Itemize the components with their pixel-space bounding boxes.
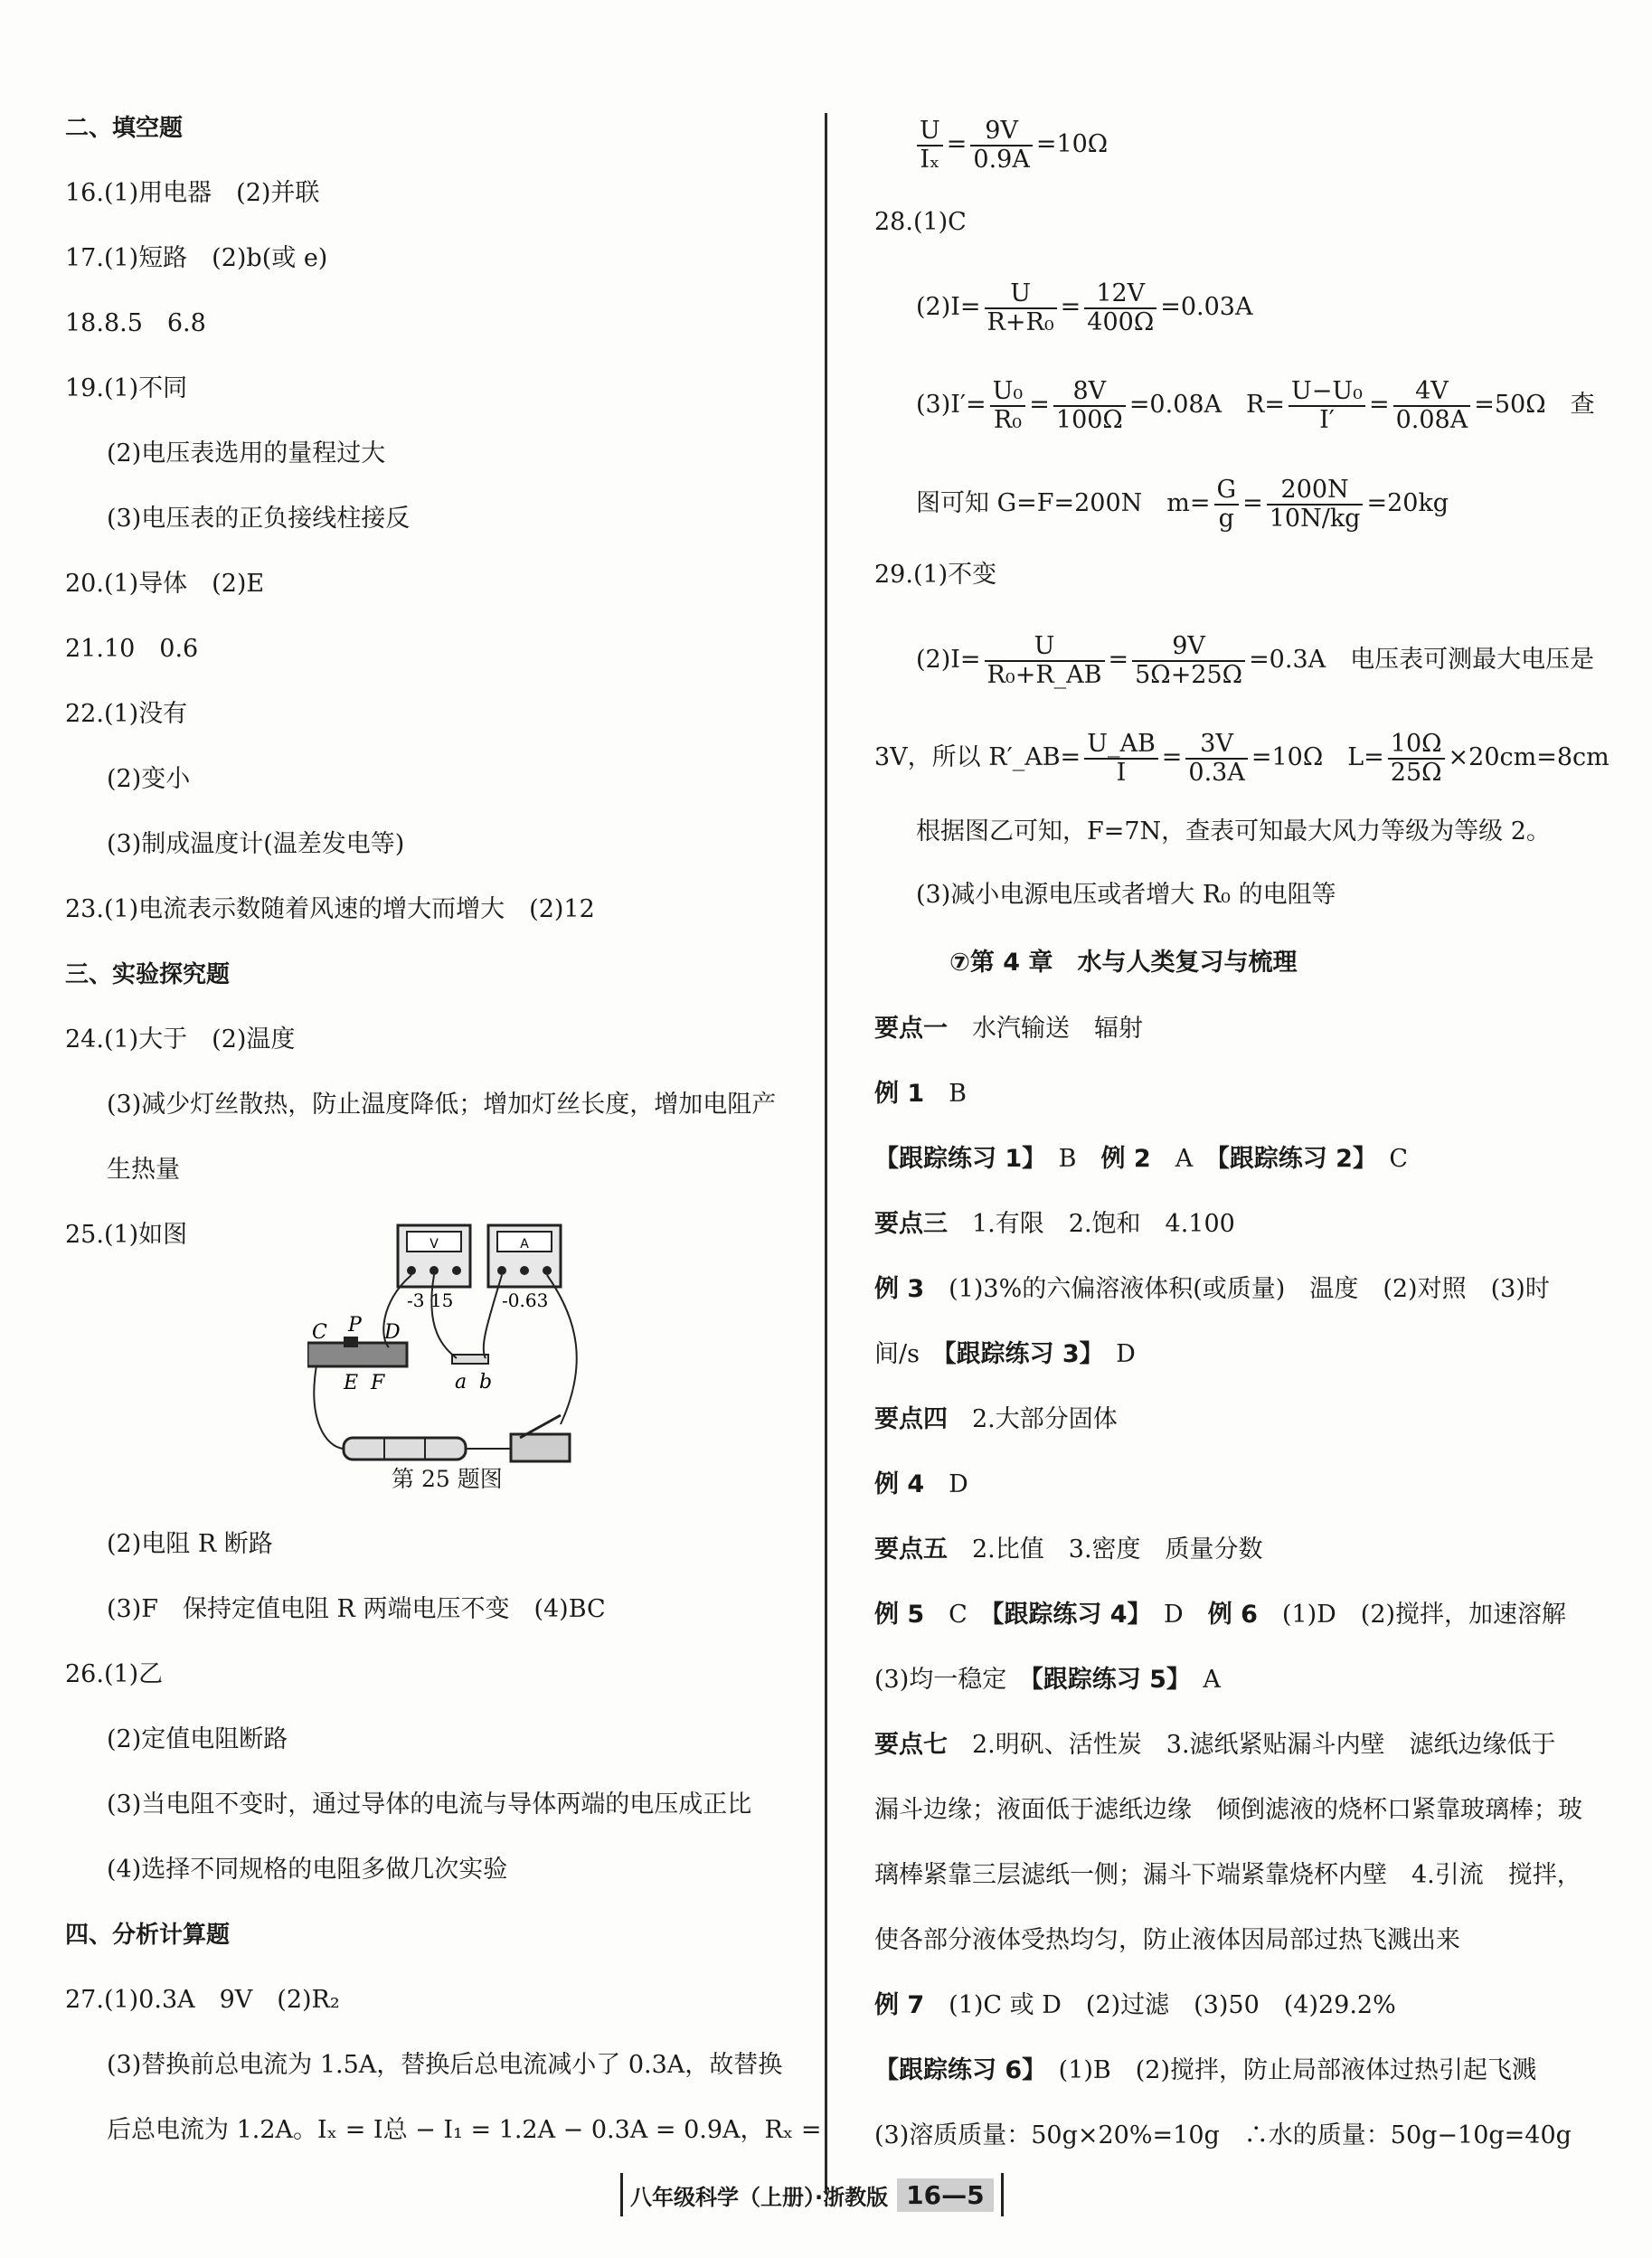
- answer-19-2: (2)电压表选用的量程过大: [107, 439, 386, 468]
- answer-26-4: (4)选择不同规格的电阻多做几次实验: [107, 1856, 508, 1884]
- point-1: 要点一 水汽输送 辐射: [874, 1015, 1143, 1043]
- answer-29-2: (2)I= $\frac{U}{\text{R₀+R\_AB}}$ = $\frac{9V}{5\Omega+25\Omega}$ =0.3A 电压表可测最大电压是: [916, 632, 1595, 689]
- point-7-cont-2: 璃棒紧靠三层滤纸一侧；漏斗下端紧靠烧杯内壁 4.引流 搅拌，: [874, 1861, 1581, 1889]
- switch: [511, 1434, 570, 1461]
- answer-26-3: (3)当电阻不变时，通过导体的电流与导体两端的电压成正比: [107, 1790, 752, 1819]
- chapter-title: ⑦第 4 章 水与人类复习与梳理: [949, 949, 1298, 977]
- label-a: a: [455, 1371, 467, 1394]
- example-5-6: 例 5 C 【跟踪练习 4】 D 例 6 (1)D (2)搅拌，加速溶解: [874, 1601, 1567, 1629]
- book-title: 八年级科学（上册）·浙教版: [630, 2184, 889, 2210]
- answer-24-3: (3)减少灯丝散热，防止温度降低；增加灯丝长度，增加电阻产: [107, 1091, 777, 1119]
- resistor: [452, 1355, 488, 1364]
- answer-26: 26.(1)乙: [65, 1660, 164, 1688]
- label-d: D: [384, 1321, 401, 1344]
- answer-28-3: (3)I′= $\frac{\text{U₀}}{\text{R₀}}$ = $\frac{8V}{100\Omega}$ =0.08A R= $\frac{\text{U−U₀}}{I'}$ = $\frac{4V}{0.08A}$ =50Ω 查: [916, 377, 1595, 434]
- answer-22-3: (3)制成温度计(温差发电等): [107, 830, 405, 858]
- answer-21: 21.10 0.6: [65, 635, 199, 663]
- answer-16: 16.(1)用电器 (2)并联: [65, 179, 320, 207]
- answer-28: 28.(1)C: [874, 208, 967, 236]
- answer-23: 23.(1)电流表示数随着风速的增大而增大 (2)12: [65, 895, 595, 923]
- ammeter-label: A: [520, 1237, 529, 1252]
- example-3-cont: 间/s 【跟踪练习 3】 D: [874, 1340, 1136, 1368]
- voltmeter-scale: -3 15: [407, 1290, 454, 1311]
- answer-17: 17.(1)短路 (2)b(或 e): [65, 244, 328, 272]
- answer-18: 18.8.5 6.8: [65, 309, 206, 337]
- battery: [344, 1438, 466, 1460]
- practice-1-2: 【跟踪练习 1】 B 例 2 A 【跟踪练习 2】 C: [874, 1145, 1409, 1173]
- column-divider: [825, 113, 827, 2193]
- answer-25: 25.(1)如图: [65, 1221, 188, 1249]
- answer-19-3: (3)电压表的正负接线柱接反: [107, 505, 411, 533]
- voltmeter-label: V: [430, 1237, 439, 1252]
- label-b: b: [479, 1371, 493, 1394]
- example-7: 例 7 (1)C 或 D (2)过滤 (3)50 (4)29.2%: [874, 1991, 1396, 2019]
- answer-22: 22.(1)没有: [65, 700, 188, 728]
- answer-20: 20.(1)导体 (2)E: [65, 570, 265, 598]
- answer-24: 24.(1)大于 (2)温度: [65, 1025, 296, 1053]
- example-6-cont: (3)均一稳定 【跟踪练习 5】 A: [874, 1666, 1221, 1694]
- answer-28-3-cont: 图可知 G=F=200N m= $\frac{G}{g}$ = $\frac{200N}{10N/kg}$ =20kg: [916, 476, 1449, 533]
- circuit-figure: [307, 1221, 606, 1492]
- label-f: F: [371, 1372, 385, 1394]
- point-7: 要点七 2.明矾、活性炭 3.滤纸紧贴漏斗内壁 滤纸边缘低于: [874, 1731, 1556, 1759]
- answer-29-2-cont: 3V，所以 R′_AB= $\frac{U\_AB}{I}$ = $\frac{3V}{0.3A}$ =10Ω L= $\frac{10\Omega}{25\Omega}$ ×20cm=8cm: [874, 730, 1610, 787]
- example-1: 例 1 B: [874, 1080, 968, 1108]
- section-heading-experiment: 三、实验探究题: [65, 961, 231, 988]
- point-5: 要点五 2.比值 3.密度 质量分数: [874, 1535, 1263, 1564]
- answer-27: 27.(1)0.3A 9V (2)R₂: [65, 1986, 340, 2014]
- practice-6-cont: (3)溶质质量：50g×20%=10g ∴水的质量：50g−10g=40g: [874, 2121, 1572, 2149]
- page-footer: [620, 2173, 1004, 2216]
- point-7-cont-3: 使各部分液体受热均匀，防止液体因局部过热飞溅出来: [874, 1926, 1460, 1954]
- answer-25-3: (3)F 保持定值电阻 R 两端电压不变 (4)BC: [107, 1595, 606, 1623]
- answer-25-2: (2)电阻 R 断路: [107, 1530, 273, 1558]
- point-7-cont-1: 漏斗边缘；液面低于滤纸边缘 倾倒滤液的烧杯口紧靠玻璃棒；玻: [874, 1796, 1582, 1824]
- answer-28-2: (2)I= $\frac{U}{\text{R+R₀}}$ = $\frac{12V}{400\Omega}$ =0.03A: [916, 279, 1253, 336]
- example-3: 例 3 (1)3%的六偏溶液体积(或质量) 温度 (2)对照 (3)时: [874, 1275, 1550, 1303]
- practice-6: 【跟踪练习 6】 (1)B (2)搅拌，防止局部液体过热引起飞溅: [874, 2056, 1537, 2084]
- example-4: 例 4 D: [874, 1470, 968, 1498]
- section-heading-fill-in: 二、填空题: [65, 115, 184, 142]
- answer-29-3: (3)减小电源电压或者增大 R₀ 的电阻等: [916, 881, 1336, 909]
- answer-19: 19.(1)不同: [65, 374, 188, 402]
- answer-27-3-cont: 后总电流为 1.2A。Iₓ = I总 − I₁ = 1.2A − 0.3A = 0.9A，Rₓ =: [107, 2116, 822, 2144]
- answer-24-3-cont: 生热量: [107, 1156, 180, 1184]
- point-3: 要点三 1.有限 2.饱和 4.100: [874, 1210, 1235, 1238]
- answer-22-2: (2)变小: [107, 765, 191, 793]
- figure-caption: 第 25 题图: [392, 1466, 503, 1492]
- answer-29-conclusion: 根据图乙可知，F=7N，查表可知最大风力等级为等级 2。: [916, 817, 1551, 846]
- label-e: E: [344, 1372, 359, 1394]
- answer-26-2: (2)定值电阻断路: [107, 1725, 288, 1753]
- section-heading-calculation: 四、分析计算题: [65, 1922, 231, 1949]
- ammeter-scale: -0.63: [502, 1290, 549, 1311]
- answer-27-3: (3)替换前总电流为 1.5A，替换后总电流减小了 0.3A，故替换: [107, 2051, 783, 2079]
- page-number: 16—5: [897, 2178, 993, 2212]
- point-4: 要点四 2.大部分固体: [874, 1405, 1118, 1433]
- label-c: C: [312, 1321, 327, 1344]
- answer-29: 29.(1)不变: [874, 561, 997, 589]
- label-p: P: [348, 1314, 362, 1337]
- formula-rx: $\frac{U}{\text{Iₓ}}$ = $\frac{9V}{0.9A}$ =10Ω: [913, 118, 1108, 173]
